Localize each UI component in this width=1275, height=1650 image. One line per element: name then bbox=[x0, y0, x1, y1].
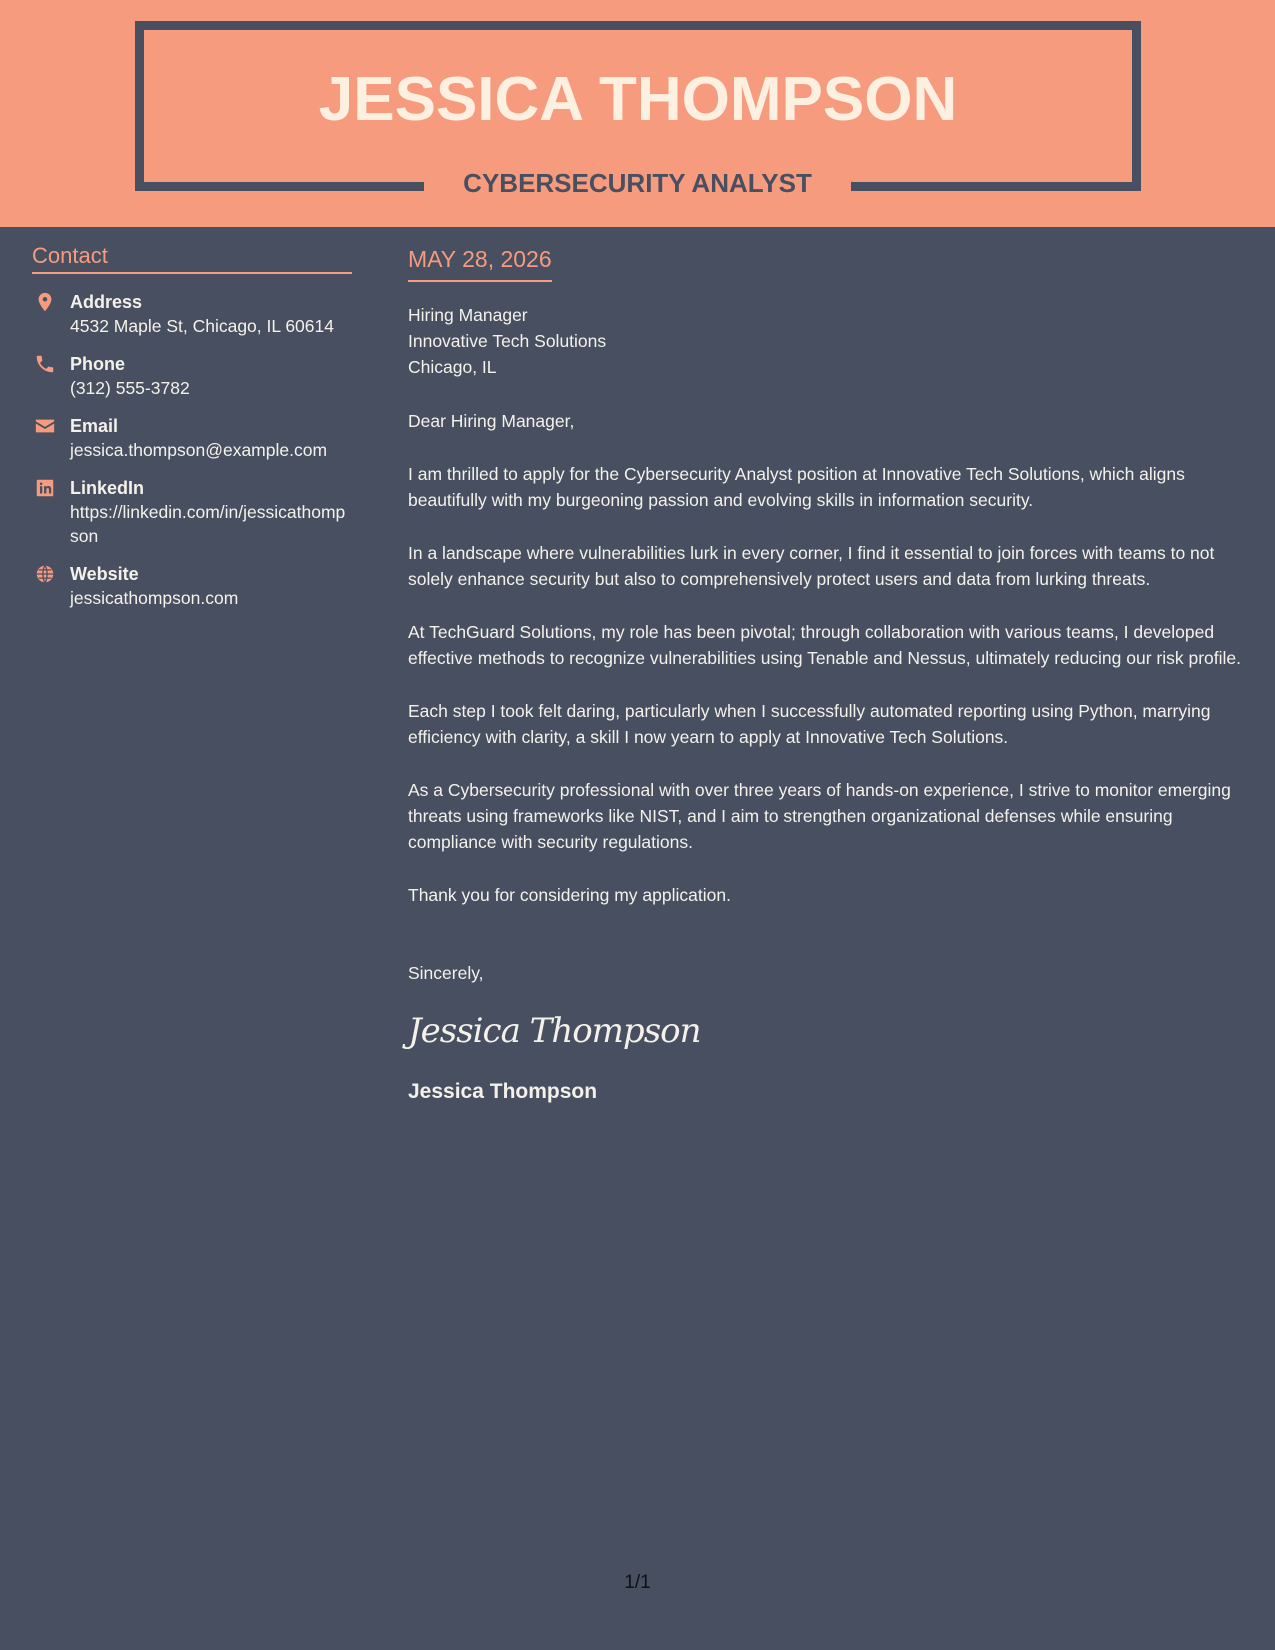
header-frame-bottom-left bbox=[135, 182, 424, 191]
phone-icon bbox=[34, 353, 56, 375]
page-number: 1/1 bbox=[624, 1572, 651, 1593]
closing: Sincerely, bbox=[408, 963, 484, 983]
globe-icon bbox=[34, 563, 56, 585]
contact-label: LinkedIn bbox=[70, 478, 145, 498]
header-frame-bottom-right bbox=[851, 182, 1141, 191]
contact-phone bbox=[32, 352, 352, 400]
letter-paragraph: I am thrilled to apply for the Cybersecurity Analyst position at Innovative Tech Solutions, which aligns beautifully with my burgeoning passion and evolving skills in information security. bbox=[408, 464, 1185, 510]
letter-paragraph: As a Cybersecurity professional with over three years of hands-on experience, I strive to monitor emerging threats using frameworks like NIST, and I aim to strengthen organizational defenses while ensuring compliance with security regulations. bbox=[408, 780, 1231, 852]
recipient-block bbox=[408, 302, 1253, 380]
map-pin-icon bbox=[34, 291, 56, 313]
contact-label: Phone bbox=[70, 354, 126, 374]
applicant-name: JESSICA THOMPSON bbox=[318, 65, 958, 134]
contact-label: Address bbox=[70, 292, 143, 312]
contact-heading: Contact bbox=[32, 242, 352, 274]
contact-label: Website bbox=[70, 564, 139, 584]
letter-paragraph: At TechGuard Solutions, my role has been pivotal; through collaboration with various teams, I developed effective methods to recognize vulnerabilities using Tenable and Nessus, ultimately reducing our risk profile. bbox=[408, 622, 1241, 668]
salutation: Dear Hiring Manager, bbox=[408, 411, 575, 431]
recipient-line: Chicago, IL bbox=[408, 357, 497, 377]
contact-sidebar bbox=[32, 242, 352, 624]
contact-address bbox=[32, 290, 352, 338]
header-banner bbox=[0, 0, 1275, 227]
letter-date: MAY 28, 2026 bbox=[408, 244, 552, 282]
signed-name: Jessica Thompson bbox=[408, 1080, 598, 1103]
contact-value[interactable]: https://linkedin.com/in/jessicathompson bbox=[70, 502, 346, 546]
recipient-line: Hiring Manager bbox=[408, 305, 528, 325]
contact-value: jessica.thompson@example.com bbox=[70, 440, 328, 460]
recipient-line: Innovative Tech Solutions bbox=[408, 331, 607, 351]
contact-website bbox=[32, 562, 352, 610]
letter-paragraph: Thank you for considering my application. bbox=[408, 885, 731, 905]
contact-linkedin bbox=[32, 476, 352, 548]
signature: Jessica Thompson bbox=[408, 1011, 701, 1051]
letter-paragraph: Each step I took felt daring, particularly when I successfully automated reporting using Python, marrying efficiency with clarity, a skill I now yearn to apply at Innovative Tech Solutions. bbox=[408, 701, 1211, 747]
contact-value[interactable]: jessicathompson.com bbox=[70, 588, 239, 608]
envelope-icon bbox=[34, 415, 56, 437]
contact-email bbox=[32, 414, 352, 462]
contact-value: (312) 555-3782 bbox=[70, 378, 190, 398]
letter-paragraph: In a landscape where vulnerabilities lurk in every corner, I find it essential to join forces with teams to not solely enhance security but also to comprehensively protect users and data from lurking threats. bbox=[408, 543, 1215, 589]
job-title: CYBERSECURITY ANALYST bbox=[463, 168, 812, 198]
letter-body bbox=[408, 244, 1253, 1106]
linkedin-icon bbox=[34, 477, 56, 499]
contact-value: 4532 Maple St, Chicago, IL 60614 bbox=[70, 316, 334, 336]
contact-label: Email bbox=[70, 416, 119, 436]
